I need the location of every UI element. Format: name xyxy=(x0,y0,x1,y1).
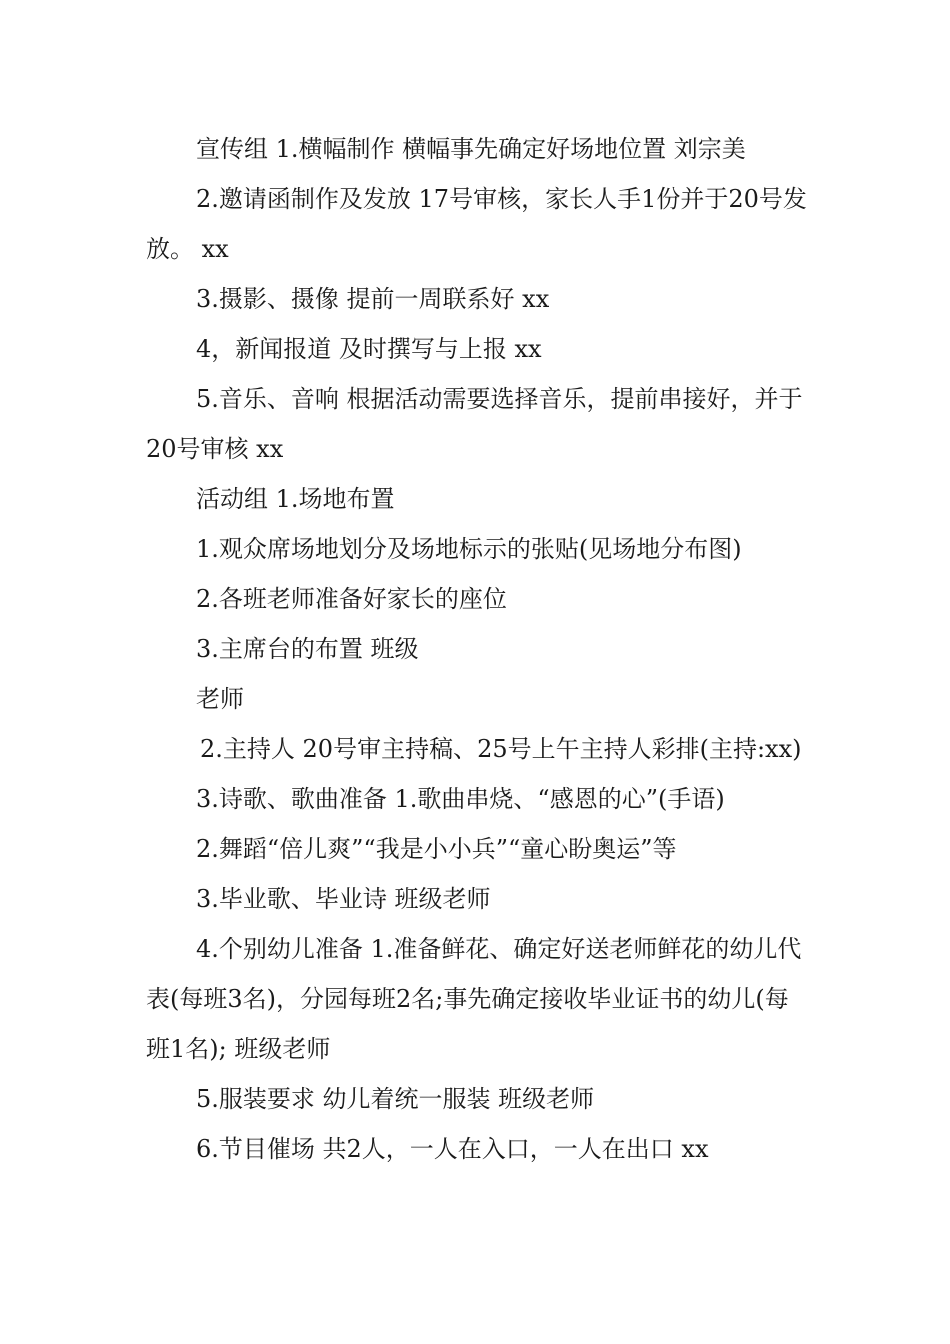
paragraph-dance: 2.舞蹈“倍儿爽”“我是小小兵”“童心盼奥运”等 xyxy=(196,835,677,863)
paragraph-music-audio: 5.音乐、音响 根据活动需要选择音乐，提前串接好，并于20号审核 xx xyxy=(146,385,803,463)
paragraph-songs: 3.诗歌、歌曲准备 1.歌曲串烧、“感恩的心”(手语) xyxy=(196,785,725,813)
paragraph-rostrum: 3.主席台的布置 班级 xyxy=(196,635,419,663)
paragraph-graduation-song: 3.毕业歌、毕业诗 班级老师 xyxy=(196,885,491,913)
paragraph-audience-seating: 1.观众席场地划分及场地标示的张贴(见场地分布图) xyxy=(196,535,742,563)
paragraph-invitation: 2.邀请函制作及发放 17号审核，家长人手1份并于20号发放。 xx xyxy=(146,185,807,263)
paragraph-stage-call: 6.节目催场 共2人，一人在入口，一人在出口 xx xyxy=(196,1135,709,1163)
paragraph-activity-venue: 活动组 1.场地布置 xyxy=(196,485,395,513)
paragraph-photography: 3.摄影、摄像 提前一周联系好 xx xyxy=(196,285,550,313)
paragraph-host: 2.主持人 20号审主持稿、25号上午主持人彩排(主持:xx) xyxy=(200,735,802,763)
paragraph-news-report: 4，新闻报道 及时撰写与上报 xx xyxy=(196,335,542,363)
paragraph-costume: 5.服装要求 幼儿着统一服装 班级老师 xyxy=(196,1085,595,1113)
paragraph-publicity-banner: 宣传组 1.横幅制作 横幅事先确定好场地位置 刘宗美 xyxy=(196,135,746,163)
paragraph-teacher: 老师 xyxy=(196,685,244,713)
paragraph-parent-seats: 2.各班老师准备好家长的座位 xyxy=(196,585,507,613)
document-body xyxy=(146,124,810,1174)
paragraph-child-preparation: 4.个别幼儿准备 1.准备鲜花、确定好送老师鲜花的幼儿代表(每班3名)，分园每班2名;事先确定接收毕业证书的幼儿(每班1名); 班级老师 xyxy=(146,935,802,1063)
